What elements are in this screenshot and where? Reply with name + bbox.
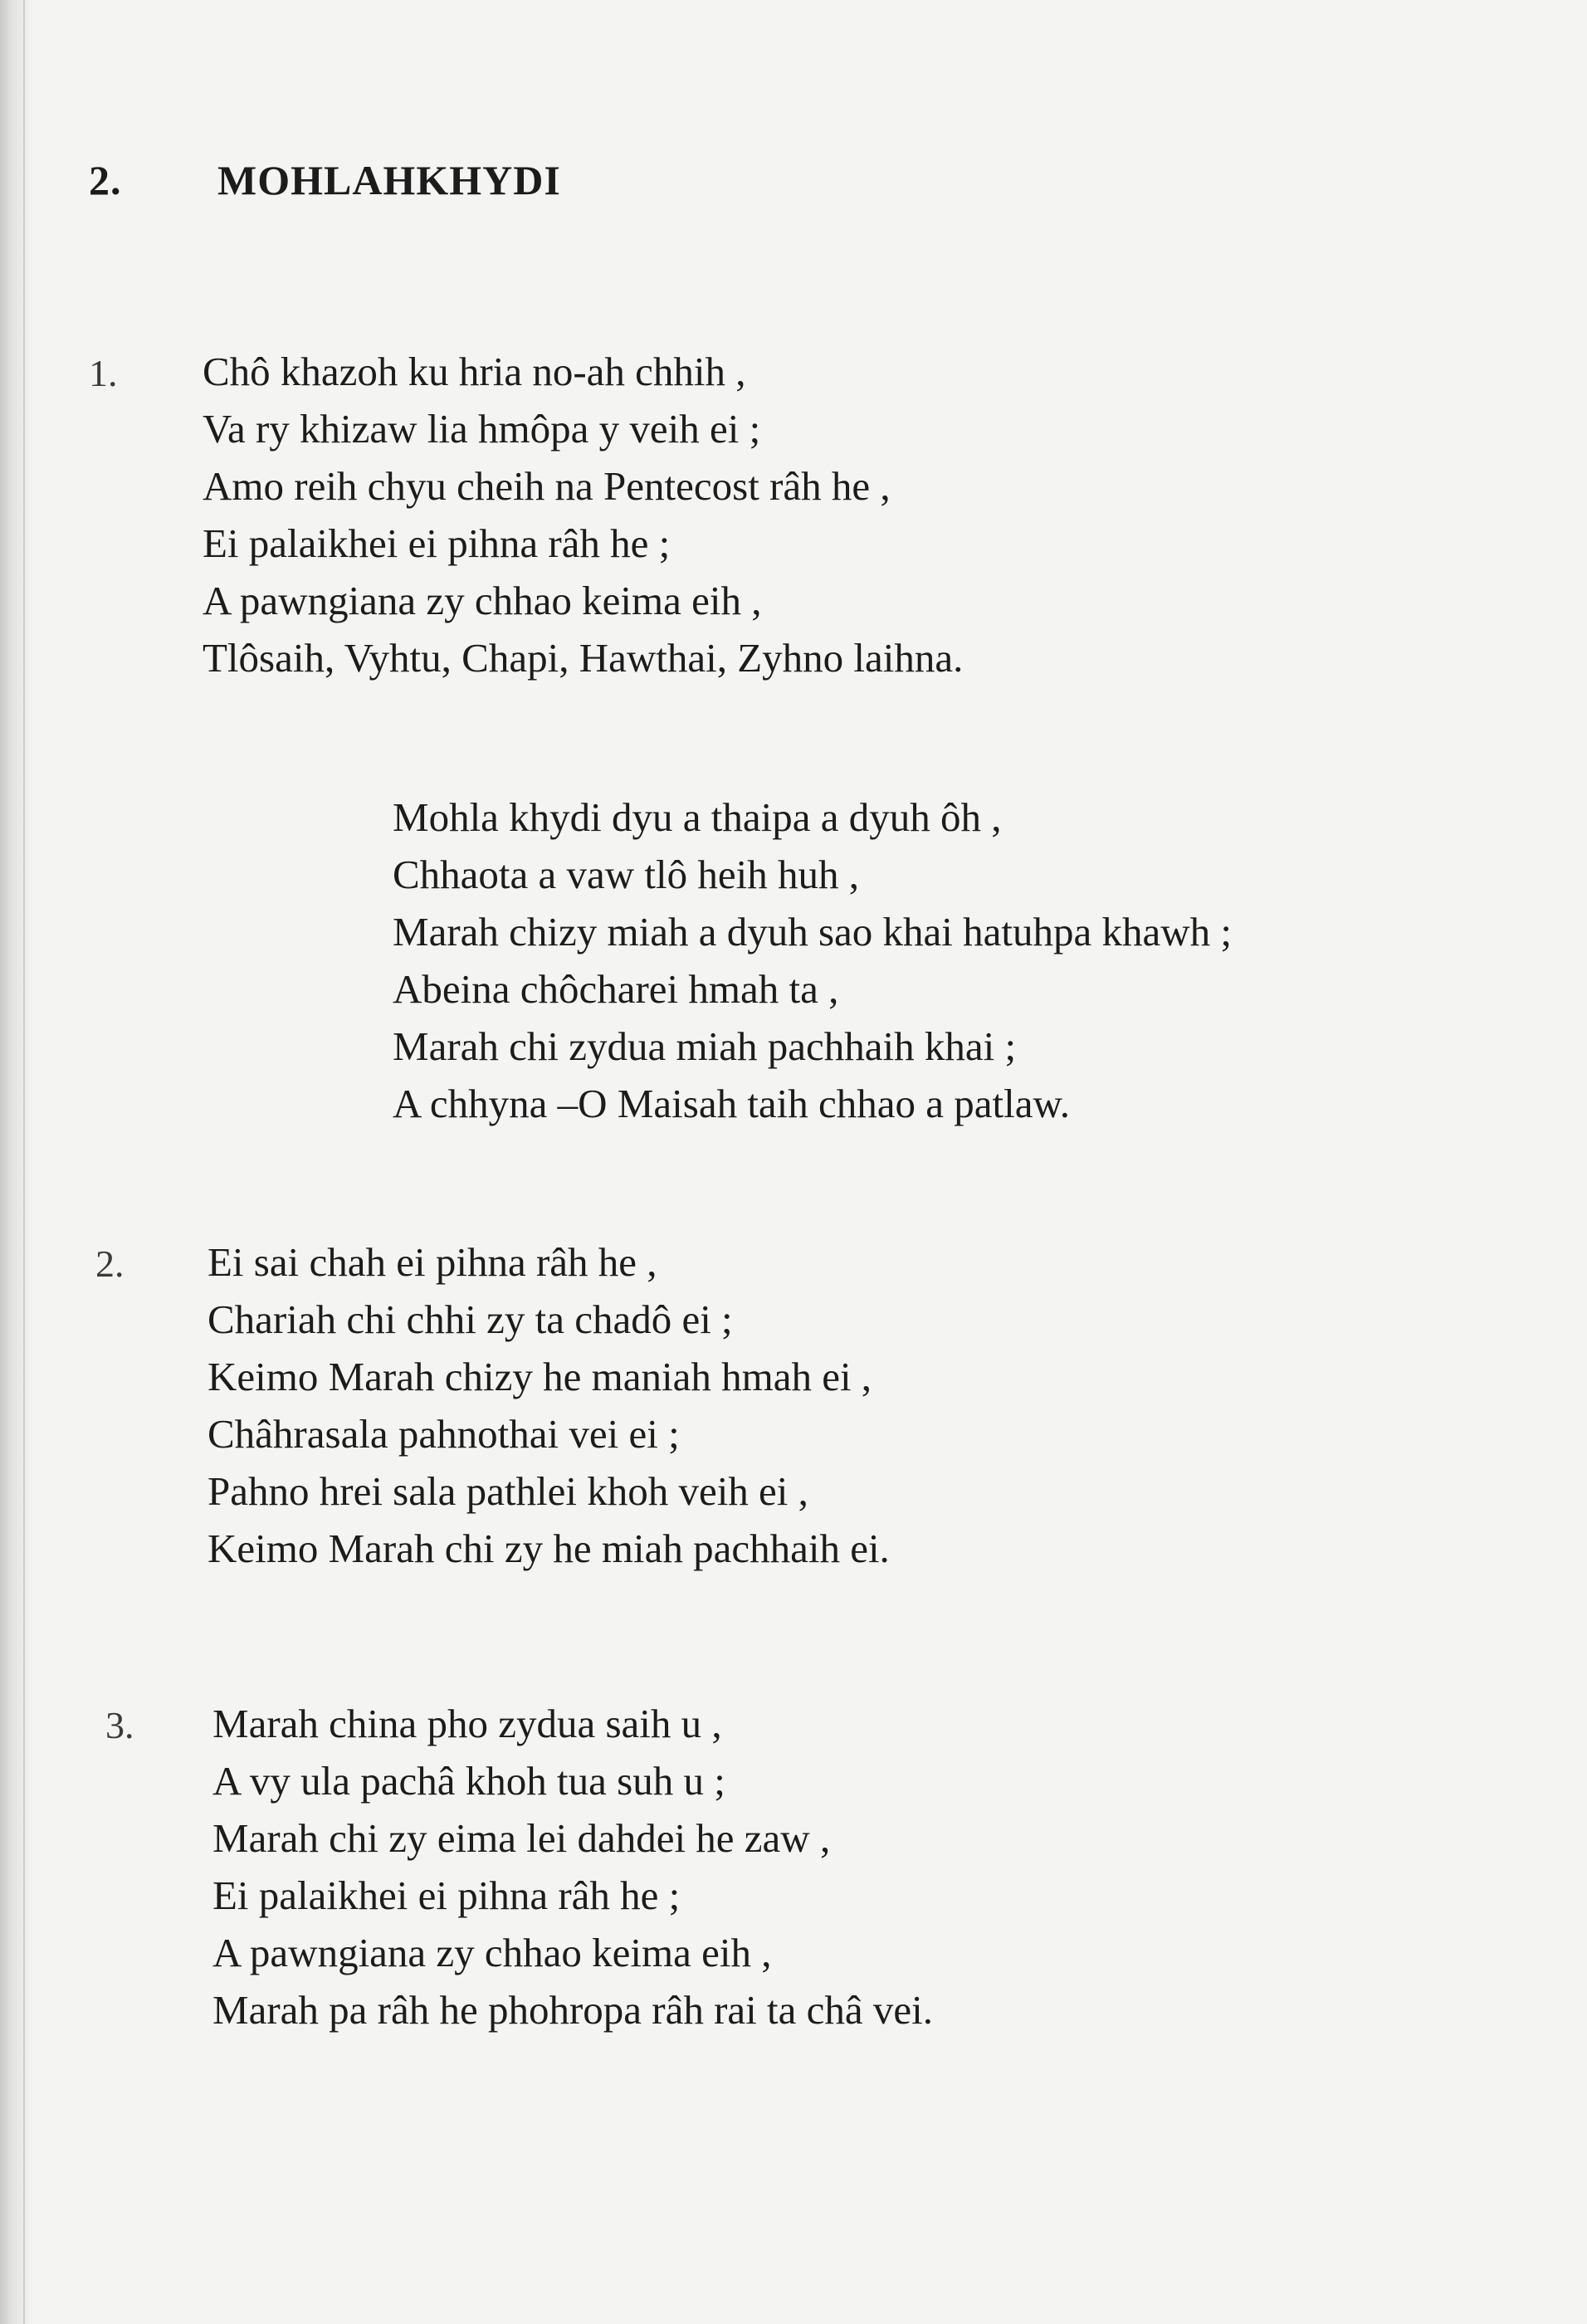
verse-line: Va ry khizaw lia hmôpa y veih ei ; bbox=[203, 406, 761, 452]
verse-line: Ei palaikhei ei pihna râh he ; bbox=[203, 520, 671, 566]
verse-line: Marah pa râh he phohropa râh rai ta châ vei. bbox=[212, 1987, 933, 2033]
chorus-line: Marah chi zydua miah pachhaih khai ; bbox=[393, 1023, 1017, 1069]
verse-line: Amo reih chyu cheih na Pentecost râh he , bbox=[203, 463, 891, 509]
chorus bbox=[393, 788, 1232, 1132]
verse-number: 1. bbox=[89, 352, 118, 394]
chorus-line: Mohla khydi dyu a thaipa a dyuh ôh , bbox=[393, 794, 1002, 840]
song-heading bbox=[89, 156, 561, 204]
verse-number: 2. bbox=[95, 1243, 125, 1285]
verse-line: Keimo Marah chi zy he miah pachhaih ei. bbox=[208, 1526, 890, 1571]
verse-1 bbox=[203, 343, 963, 686]
chorus-line: Chhaota a vaw tlô heih huh , bbox=[393, 852, 860, 897]
verse-number: 3. bbox=[105, 1704, 134, 1746]
verse-line: Pahno hrei sala pathlei khoh veih ei , bbox=[208, 1468, 808, 1514]
verse-line: Ei sai chah ei pihna râh he , bbox=[208, 1239, 657, 1285]
chorus-line: A chhyna –O Maisah taih chhao a patlaw. bbox=[393, 1081, 1070, 1126]
verse-line: Tlôsaih, Vyhtu, Chapi, Hawthai, Zyhno laihna. bbox=[203, 635, 964, 681]
verse-3 bbox=[212, 1695, 933, 2038]
verse-line: Marah china pho zydua saih u , bbox=[212, 1701, 722, 1746]
song-title: MOHLAHKHYDI bbox=[217, 157, 561, 203]
verse-line: Keimo Marah chizy he maniah hmah ei , bbox=[208, 1354, 872, 1399]
verse-line: A pawngiana zy chhao keima eih , bbox=[212, 1930, 772, 1975]
song-number: 2. bbox=[89, 157, 122, 203]
verse-line: Châhrasala pahnothai vei ei ; bbox=[208, 1411, 680, 1457]
verse-line: Chariah chi chhi zy ta chadô ei ; bbox=[208, 1296, 733, 1342]
verse-line: Chô khazoh ku hria no-ah chhih , bbox=[203, 349, 746, 394]
verse-line: A pawngiana zy chhao keima eih , bbox=[203, 578, 762, 623]
verse-line: Ei palaikhei ei pihna râh he ; bbox=[212, 1872, 681, 1918]
verse-2 bbox=[208, 1233, 890, 1577]
verse-line: Marah chi zy eima lei dahdei he zaw , bbox=[212, 1815, 831, 1861]
chorus-line: Abeina chôcharei hmah ta , bbox=[393, 966, 839, 1012]
chorus-line: Marah chizy miah a dyuh sao khai hatuhpa khawh ; bbox=[393, 909, 1233, 954]
verse-line: A vy ula pachâ khoh tua suh u ; bbox=[212, 1758, 725, 1804]
